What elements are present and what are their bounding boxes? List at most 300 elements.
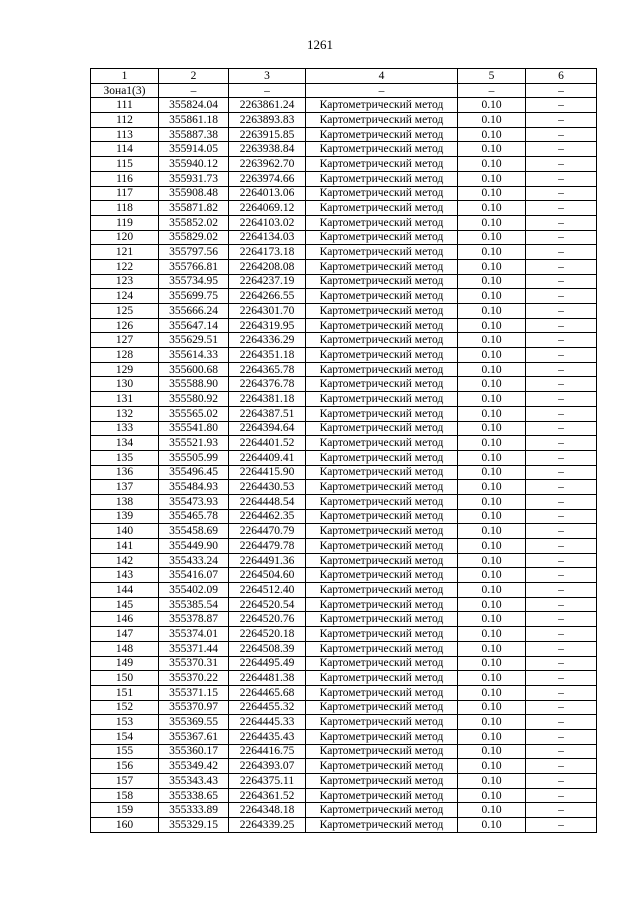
y-coordinate-cell: 2264415.90: [229, 465, 306, 480]
table-row: [91, 627, 597, 642]
y-coordinate-cell: 2264208.08: [229, 259, 306, 274]
x-coordinate-cell: 355647.14: [159, 318, 229, 333]
accuracy-cell: 0.10: [458, 627, 526, 642]
table-row: [91, 671, 597, 686]
column-header: 5: [458, 69, 526, 84]
point-number-cell: 121: [91, 245, 159, 260]
zone-cell: –: [306, 83, 458, 98]
point-number-cell: 153: [91, 715, 159, 730]
method-cell: Картометрический метод: [306, 186, 458, 201]
point-number-cell: 133: [91, 421, 159, 436]
accuracy-cell: 0.10: [458, 127, 526, 142]
method-cell: Картометрический метод: [306, 318, 458, 333]
x-coordinate-cell: 355329.15: [159, 818, 229, 833]
method-cell: Картометрический метод: [306, 627, 458, 642]
description-cell: –: [526, 230, 597, 245]
description-cell: –: [526, 289, 597, 304]
y-coordinate-cell: 2264266.55: [229, 289, 306, 304]
y-coordinate-cell: 2264348.18: [229, 803, 306, 818]
description-cell: –: [526, 377, 597, 392]
y-coordinate-cell: 2264103.02: [229, 215, 306, 230]
y-coordinate-cell: 2264394.64: [229, 421, 306, 436]
accuracy-cell: 0.10: [458, 274, 526, 289]
point-number-cell: 136: [91, 465, 159, 480]
description-cell: –: [526, 744, 597, 759]
y-coordinate-cell: 2263962.70: [229, 157, 306, 172]
method-cell: Картометрический метод: [306, 259, 458, 274]
table-row: [91, 289, 597, 304]
x-coordinate-cell: 355666.24: [159, 304, 229, 319]
accuracy-cell: 0.10: [458, 656, 526, 671]
table-row: [91, 127, 597, 142]
table-row: [91, 421, 597, 436]
method-cell: Картометрический метод: [306, 729, 458, 744]
method-cell: Картометрический метод: [306, 685, 458, 700]
point-number-cell: 140: [91, 524, 159, 539]
table-row: [91, 333, 597, 348]
accuracy-cell: 0.10: [458, 157, 526, 172]
accuracy-cell: 0.10: [458, 509, 526, 524]
point-number-cell: 119: [91, 215, 159, 230]
accuracy-cell: 0.10: [458, 524, 526, 539]
description-cell: –: [526, 759, 597, 774]
table-row: [91, 744, 597, 759]
table-body: [91, 83, 597, 832]
y-coordinate-cell: 2264069.12: [229, 201, 306, 216]
x-coordinate-cell: 355940.12: [159, 157, 229, 172]
x-coordinate-cell: 355449.90: [159, 539, 229, 554]
x-coordinate-cell: 355541.80: [159, 421, 229, 436]
accuracy-cell: 0.10: [458, 201, 526, 216]
table-row: [91, 480, 597, 495]
y-coordinate-cell: 2264361.52: [229, 788, 306, 803]
method-cell: Картометрический метод: [306, 362, 458, 377]
method-cell: Картометрический метод: [306, 553, 458, 568]
method-cell: Картометрический метод: [306, 450, 458, 465]
description-cell: –: [526, 803, 597, 818]
y-coordinate-cell: 2264336.29: [229, 333, 306, 348]
point-number-cell: 138: [91, 494, 159, 509]
point-number-cell: 158: [91, 788, 159, 803]
point-number-cell: 160: [91, 818, 159, 833]
accuracy-cell: 0.10: [458, 406, 526, 421]
description-cell: –: [526, 259, 597, 274]
table-row: [91, 171, 597, 186]
accuracy-cell: 0.10: [458, 480, 526, 495]
x-coordinate-cell: 355496.45: [159, 465, 229, 480]
y-coordinate-cell: 2264319.95: [229, 318, 306, 333]
table-row: [91, 304, 597, 319]
y-coordinate-cell: 2264416.75: [229, 744, 306, 759]
x-coordinate-cell: 355887.38: [159, 127, 229, 142]
x-coordinate-cell: 355614.33: [159, 348, 229, 363]
x-coordinate-cell: 355402.09: [159, 583, 229, 598]
description-cell: –: [526, 215, 597, 230]
y-coordinate-cell: 2264462.35: [229, 509, 306, 524]
method-cell: Картометрический метод: [306, 480, 458, 495]
y-coordinate-cell: 2264520.76: [229, 612, 306, 627]
table-row: [91, 230, 597, 245]
description-cell: –: [526, 627, 597, 642]
method-cell: Картометрический метод: [306, 157, 458, 172]
accuracy-cell: 0.10: [458, 774, 526, 789]
x-coordinate-cell: 355699.75: [159, 289, 229, 304]
description-cell: –: [526, 583, 597, 598]
method-cell: Картометрический метод: [306, 201, 458, 216]
accuracy-cell: 0.10: [458, 421, 526, 436]
table-row: [91, 98, 597, 113]
description-cell: –: [526, 406, 597, 421]
accuracy-cell: 0.10: [458, 215, 526, 230]
point-number-cell: 152: [91, 700, 159, 715]
x-coordinate-cell: 355914.05: [159, 142, 229, 157]
y-coordinate-cell: 2264376.78: [229, 377, 306, 392]
table-row: [91, 348, 597, 363]
description-cell: –: [526, 318, 597, 333]
point-number-cell: 132: [91, 406, 159, 421]
x-coordinate-cell: 355521.93: [159, 436, 229, 451]
description-cell: –: [526, 142, 597, 157]
description-cell: –: [526, 98, 597, 113]
x-coordinate-cell: 355861.18: [159, 113, 229, 128]
table-row: [91, 729, 597, 744]
table-row: [91, 113, 597, 128]
description-cell: –: [526, 553, 597, 568]
x-coordinate-cell: 355370.97: [159, 700, 229, 715]
description-cell: –: [526, 392, 597, 407]
description-cell: –: [526, 568, 597, 583]
accuracy-cell: 0.10: [458, 318, 526, 333]
description-cell: –: [526, 465, 597, 480]
accuracy-cell: 0.10: [458, 230, 526, 245]
y-coordinate-cell: 2264448.54: [229, 494, 306, 509]
x-coordinate-cell: 355378.87: [159, 612, 229, 627]
accuracy-cell: 0.10: [458, 98, 526, 113]
table-row: [91, 436, 597, 451]
accuracy-cell: 0.10: [458, 597, 526, 612]
method-cell: Картометрический метод: [306, 509, 458, 524]
y-coordinate-cell: 2264495.49: [229, 656, 306, 671]
table-row: [91, 450, 597, 465]
table-row: [91, 186, 597, 201]
method-cell: Картометрический метод: [306, 568, 458, 583]
table-row: [91, 524, 597, 539]
y-coordinate-cell: 2264508.39: [229, 641, 306, 656]
point-number-cell: 139: [91, 509, 159, 524]
point-number-cell: 116: [91, 171, 159, 186]
table-row: [91, 274, 597, 289]
y-coordinate-cell: 2264520.18: [229, 627, 306, 642]
accuracy-cell: 0.10: [458, 641, 526, 656]
table-row: [91, 641, 597, 656]
description-cell: –: [526, 788, 597, 803]
method-cell: Картометрический метод: [306, 583, 458, 598]
y-coordinate-cell: 2264481.38: [229, 671, 306, 686]
accuracy-cell: 0.10: [458, 671, 526, 686]
method-cell: Картометрический метод: [306, 274, 458, 289]
table-row: [91, 685, 597, 700]
x-coordinate-cell: 355458.69: [159, 524, 229, 539]
accuracy-cell: 0.10: [458, 289, 526, 304]
description-cell: –: [526, 333, 597, 348]
point-number-cell: 115: [91, 157, 159, 172]
zone-cell: –: [159, 83, 229, 98]
point-number-cell: 155: [91, 744, 159, 759]
point-number-cell: 149: [91, 656, 159, 671]
x-coordinate-cell: 355385.54: [159, 597, 229, 612]
x-coordinate-cell: 355829.02: [159, 230, 229, 245]
accuracy-cell: 0.10: [458, 744, 526, 759]
y-coordinate-cell: 2264470.79: [229, 524, 306, 539]
description-cell: –: [526, 171, 597, 186]
point-number-cell: 150: [91, 671, 159, 686]
description-cell: –: [526, 671, 597, 686]
table-row: [91, 215, 597, 230]
x-coordinate-cell: 355369.55: [159, 715, 229, 730]
column-header: 4: [306, 69, 458, 84]
description-cell: –: [526, 539, 597, 554]
method-cell: Картометрический метод: [306, 641, 458, 656]
description-cell: –: [526, 450, 597, 465]
x-coordinate-cell: 355333.89: [159, 803, 229, 818]
method-cell: Картометрический метод: [306, 289, 458, 304]
method-cell: Картометрический метод: [306, 671, 458, 686]
method-cell: Картометрический метод: [306, 436, 458, 451]
description-cell: –: [526, 127, 597, 142]
table-row: [91, 157, 597, 172]
column-header: 6: [526, 69, 597, 84]
description-cell: –: [526, 818, 597, 833]
accuracy-cell: 0.10: [458, 362, 526, 377]
point-number-cell: 113: [91, 127, 159, 142]
x-coordinate-cell: 355360.17: [159, 744, 229, 759]
accuracy-cell: 0.10: [458, 568, 526, 583]
description-cell: –: [526, 436, 597, 451]
accuracy-cell: 0.10: [458, 259, 526, 274]
y-coordinate-cell: 2264504.60: [229, 568, 306, 583]
y-coordinate-cell: 2264375.11: [229, 774, 306, 789]
description-cell: –: [526, 729, 597, 744]
x-coordinate-cell: 355580.92: [159, 392, 229, 407]
accuracy-cell: 0.10: [458, 186, 526, 201]
accuracy-cell: 0.10: [458, 436, 526, 451]
point-number-cell: 142: [91, 553, 159, 568]
accuracy-cell: 0.10: [458, 465, 526, 480]
accuracy-cell: 0.10: [458, 715, 526, 730]
x-coordinate-cell: 355473.93: [159, 494, 229, 509]
accuracy-cell: 0.10: [458, 685, 526, 700]
x-coordinate-cell: 355343.43: [159, 774, 229, 789]
point-number-cell: 154: [91, 729, 159, 744]
description-cell: –: [526, 186, 597, 201]
description-cell: –: [526, 524, 597, 539]
point-number-cell: 127: [91, 333, 159, 348]
accuracy-cell: 0.10: [458, 612, 526, 627]
accuracy-cell: 0.10: [458, 818, 526, 833]
x-coordinate-cell: 355371.15: [159, 685, 229, 700]
table-row: [91, 774, 597, 789]
method-cell: Картометрический метод: [306, 539, 458, 554]
point-number-cell: 145: [91, 597, 159, 612]
description-cell: –: [526, 685, 597, 700]
description-cell: –: [526, 494, 597, 509]
description-cell: –: [526, 274, 597, 289]
accuracy-cell: 0.10: [458, 759, 526, 774]
point-number-cell: 123: [91, 274, 159, 289]
y-coordinate-cell: 2264491.36: [229, 553, 306, 568]
point-number-cell: 131: [91, 392, 159, 407]
x-coordinate-cell: 355433.24: [159, 553, 229, 568]
accuracy-cell: 0.10: [458, 700, 526, 715]
point-number-cell: 124: [91, 289, 159, 304]
table-row: [91, 803, 597, 818]
y-coordinate-cell: 2264479.78: [229, 539, 306, 554]
y-coordinate-cell: 2264173.18: [229, 245, 306, 260]
table-row: [91, 539, 597, 554]
method-cell: Картометрический метод: [306, 230, 458, 245]
y-coordinate-cell: 2264455.32: [229, 700, 306, 715]
description-cell: –: [526, 201, 597, 216]
x-coordinate-cell: 355370.31: [159, 656, 229, 671]
method-cell: Картометрический метод: [306, 744, 458, 759]
table-row: [91, 318, 597, 333]
accuracy-cell: 0.10: [458, 450, 526, 465]
y-coordinate-cell: 2264393.07: [229, 759, 306, 774]
method-cell: Картометрический метод: [306, 818, 458, 833]
point-number-cell: 126: [91, 318, 159, 333]
x-coordinate-cell: 355852.02: [159, 215, 229, 230]
accuracy-cell: 0.10: [458, 788, 526, 803]
x-coordinate-cell: 355908.48: [159, 186, 229, 201]
point-number-cell: 128: [91, 348, 159, 363]
point-number-cell: 148: [91, 641, 159, 656]
x-coordinate-cell: 355367.61: [159, 729, 229, 744]
method-cell: Картометрический метод: [306, 700, 458, 715]
table-row: [91, 788, 597, 803]
column-header: 1: [91, 69, 159, 84]
table-row: [91, 245, 597, 260]
method-cell: Картометрический метод: [306, 333, 458, 348]
accuracy-cell: 0.10: [458, 729, 526, 744]
point-number-cell: 146: [91, 612, 159, 627]
x-coordinate-cell: 355484.93: [159, 480, 229, 495]
x-coordinate-cell: 355766.81: [159, 259, 229, 274]
table-row: [91, 597, 597, 612]
table-row: [91, 377, 597, 392]
x-coordinate-cell: 355465.78: [159, 509, 229, 524]
accuracy-cell: 0.10: [458, 553, 526, 568]
zone-cell: –: [458, 83, 526, 98]
y-coordinate-cell: 2264134.03: [229, 230, 306, 245]
point-number-cell: 156: [91, 759, 159, 774]
method-cell: Картометрический метод: [306, 98, 458, 113]
y-coordinate-cell: 2264339.25: [229, 818, 306, 833]
x-coordinate-cell: 355349.42: [159, 759, 229, 774]
method-cell: Картометрический метод: [306, 465, 458, 480]
accuracy-cell: 0.10: [458, 392, 526, 407]
accuracy-cell: 0.10: [458, 803, 526, 818]
point-number-cell: 144: [91, 583, 159, 598]
y-coordinate-cell: 2263861.24: [229, 98, 306, 113]
accuracy-cell: 0.10: [458, 113, 526, 128]
x-coordinate-cell: 355374.01: [159, 627, 229, 642]
accuracy-cell: 0.10: [458, 377, 526, 392]
point-number-cell: 122: [91, 259, 159, 274]
point-number-cell: 143: [91, 568, 159, 583]
x-coordinate-cell: 355824.04: [159, 98, 229, 113]
description-cell: –: [526, 348, 597, 363]
zone-cell: –: [526, 83, 597, 98]
table-row: [91, 553, 597, 568]
point-number-cell: 147: [91, 627, 159, 642]
x-coordinate-cell: 355797.56: [159, 245, 229, 260]
table-row: [91, 259, 597, 274]
point-number-cell: 117: [91, 186, 159, 201]
description-cell: –: [526, 509, 597, 524]
y-coordinate-cell: 2264465.68: [229, 685, 306, 700]
point-number-cell: 111: [91, 98, 159, 113]
accuracy-cell: 0.10: [458, 245, 526, 260]
method-cell: Картометрический метод: [306, 612, 458, 627]
x-coordinate-cell: 355371.44: [159, 641, 229, 656]
description-cell: –: [526, 245, 597, 260]
point-number-cell: 118: [91, 201, 159, 216]
point-number-cell: 130: [91, 377, 159, 392]
table-row: [91, 392, 597, 407]
y-coordinate-cell: 2264301.70: [229, 304, 306, 319]
description-cell: –: [526, 700, 597, 715]
header-row: [91, 69, 597, 84]
method-cell: Картометрический метод: [306, 377, 458, 392]
y-coordinate-cell: 2264409.41: [229, 450, 306, 465]
description-cell: –: [526, 612, 597, 627]
description-cell: –: [526, 113, 597, 128]
table-row: [91, 583, 597, 598]
method-cell: Картометрический метод: [306, 245, 458, 260]
column-header: 3: [229, 69, 306, 84]
table-row: [91, 465, 597, 480]
x-coordinate-cell: 355505.99: [159, 450, 229, 465]
table-row: [91, 509, 597, 524]
table-row: [91, 142, 597, 157]
point-number-cell: 141: [91, 539, 159, 554]
method-cell: Картометрический метод: [306, 171, 458, 186]
accuracy-cell: 0.10: [458, 171, 526, 186]
accuracy-cell: 0.10: [458, 494, 526, 509]
method-cell: Картометрический метод: [306, 215, 458, 230]
y-coordinate-cell: 2264351.18: [229, 348, 306, 363]
point-number-cell: 129: [91, 362, 159, 377]
point-number-cell: 112: [91, 113, 159, 128]
description-cell: –: [526, 656, 597, 671]
point-number-cell: 151: [91, 685, 159, 700]
x-coordinate-cell: 355588.90: [159, 377, 229, 392]
x-coordinate-cell: 355370.22: [159, 671, 229, 686]
x-coordinate-cell: 355629.51: [159, 333, 229, 348]
method-cell: Картометрический метод: [306, 597, 458, 612]
x-coordinate-cell: 355338.65: [159, 788, 229, 803]
table-row: [91, 406, 597, 421]
accuracy-cell: 0.10: [458, 333, 526, 348]
x-coordinate-cell: 355600.68: [159, 362, 229, 377]
point-number-cell: 159: [91, 803, 159, 818]
description-cell: –: [526, 304, 597, 319]
table-row: [91, 700, 597, 715]
method-cell: Картометрический метод: [306, 494, 458, 509]
x-coordinate-cell: 355416.07: [159, 568, 229, 583]
y-coordinate-cell: 2264520.54: [229, 597, 306, 612]
y-coordinate-cell: 2264512.40: [229, 583, 306, 598]
